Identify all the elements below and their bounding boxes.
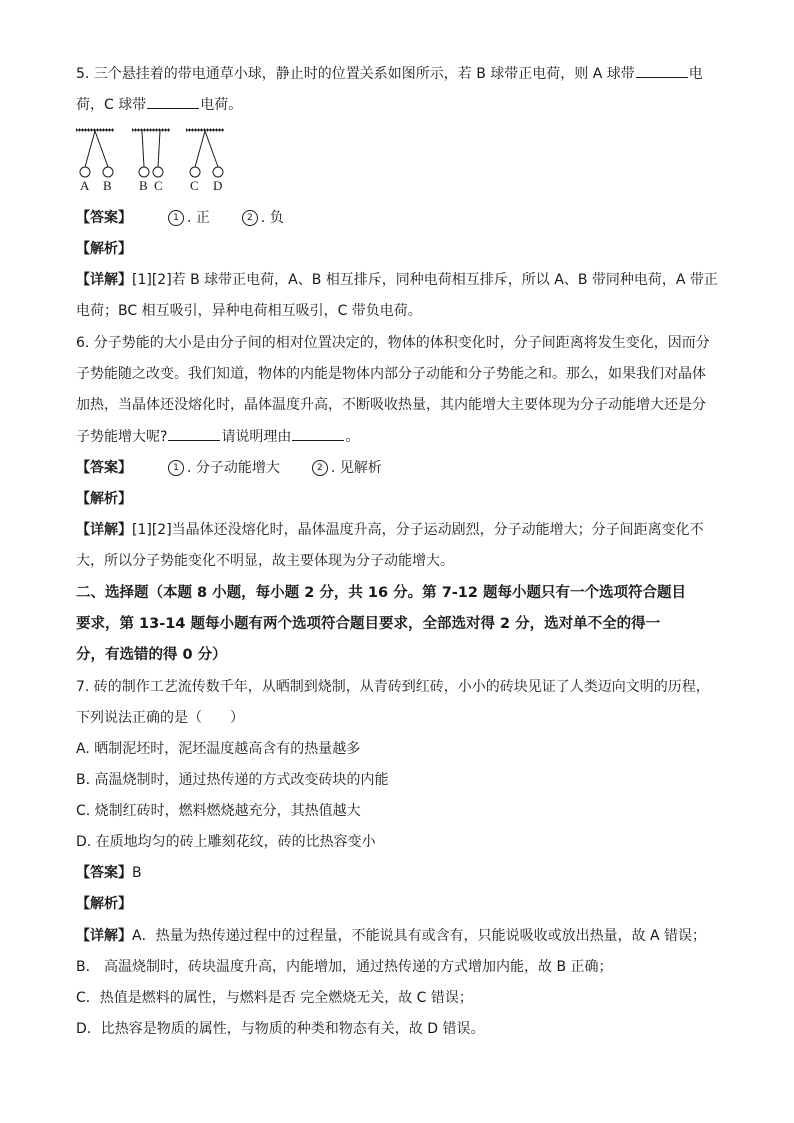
q7-line-2: 下列说法正确的是（ ） bbox=[76, 710, 244, 726]
label-b: B bbox=[103, 178, 112, 193]
label-b2: B bbox=[139, 178, 148, 193]
q5-answer-num-1: 1 bbox=[168, 210, 184, 226]
label-c2: C bbox=[190, 178, 199, 193]
q7-option-a: A. 晒制泥坯时，泥坯温度越高含有的热量越多 bbox=[76, 741, 361, 757]
q5-detail-line-2: 电荷；BC 相互吸引，异种电荷相互吸引，C 带负电荷。 bbox=[76, 303, 422, 319]
q5-detail-label: 【详解】 bbox=[76, 272, 132, 288]
q6-detail-label: 【详解】 bbox=[76, 522, 132, 538]
q5-text-b: 电 bbox=[688, 66, 703, 82]
q6-detail-line-1 bbox=[76, 520, 704, 540]
q5-analysis-label: 【解析】 bbox=[76, 241, 132, 257]
q7-answer-label: 【答案】 bbox=[76, 865, 132, 881]
q7-analysis-label: 【解析】 bbox=[76, 896, 132, 912]
section-2-heading-line-3: 分，有选错的得 0 分） bbox=[76, 647, 227, 663]
q6-line-4a: 子势能增大呢? bbox=[76, 429, 168, 445]
ball-c bbox=[153, 167, 163, 177]
q5-answer-num-2: 2 bbox=[242, 210, 258, 226]
ball-d bbox=[213, 167, 223, 177]
label-a: A bbox=[80, 178, 90, 193]
label-d: D bbox=[213, 178, 223, 193]
q6-answer bbox=[76, 458, 382, 478]
q7-option-d: D. 在质地均匀的砖上雕刻花纹，砖的比热容变小 bbox=[76, 834, 376, 850]
ball-c2 bbox=[190, 167, 200, 177]
q7-option-b: B. 高温烧制时，通过热传递的方式改变砖块的内能 bbox=[76, 772, 389, 788]
q6-line-1: 6. 分子势能的大小是由分子间的相对位置决定的，物体的体积变化时，分子间距离将发生变化，因而分 bbox=[76, 335, 710, 351]
figure-group-ab bbox=[76, 130, 114, 193]
q6-detail-line-2: 大，所以分子势能变化不明显，故主要体现为分子动能增大。 bbox=[76, 553, 454, 569]
q6-line-4 bbox=[76, 426, 359, 447]
q6-detail-1: [1][2]当晶体还没熔化时，晶体温度升高，分子运动剧烈，分子动能增大；分子间距离变化不 bbox=[132, 522, 704, 538]
ball-b bbox=[103, 167, 113, 177]
q5-blank-a bbox=[636, 63, 688, 78]
q5-detail-1: [1][2]若 B 球带正电荷，A、B 相互排斥，同种电荷相互排斥，所以 A、B 带同种电荷，A 带正 bbox=[132, 272, 718, 288]
figure-group-cd bbox=[186, 130, 224, 193]
q5-answer-label: 【答案】 bbox=[76, 210, 132, 226]
q5-figure-hanging-balls bbox=[74, 124, 234, 194]
q7-detail-a-text: A．热量为热传递过程中的过程量，不能说具有或含有，只能说吸收或放出热量，故 A 错误； bbox=[132, 928, 707, 944]
q5-answer-1: . 正 bbox=[187, 210, 210, 226]
ball-a bbox=[80, 167, 90, 177]
q5-text-d: 电荷。 bbox=[200, 97, 243, 113]
q6-answer-2: . 见解析 bbox=[330, 460, 382, 476]
q6-answer-num-2: 2 bbox=[312, 460, 328, 476]
ball-b2 bbox=[139, 167, 149, 177]
q6-line-3: 加热，当晶体还没熔化时，晶体温度升高，不断吸收热量，其内能增大主要体现为分子动能增大还是分 bbox=[76, 397, 706, 413]
q6-analysis-label: 【解析】 bbox=[76, 491, 132, 507]
q5-blank-c bbox=[147, 94, 199, 109]
q7-detail-c: C．热值是燃料的属性，与燃料是否 完全燃烧无关，故 C 错误； bbox=[76, 990, 473, 1006]
q6-line-2: 子势能随之改变。我们知道，物体的内能是物体内部分子动能和分子势能之和。那么，如果我们对晶体 bbox=[76, 366, 706, 382]
q6-answer-1: . 分子动能增大 bbox=[187, 460, 280, 476]
q5-question-line-1 bbox=[76, 63, 703, 84]
q6-answer-label: 【答案】 bbox=[76, 460, 132, 476]
q5-text-a: 5. 三个悬挂着的带电通草小球，静止时的位置关系如图所示，若 B 球带正电荷，则 A 球带 bbox=[76, 66, 635, 82]
q6-answer-num-1: 1 bbox=[168, 460, 184, 476]
q7-answer-value: B bbox=[132, 865, 142, 881]
figure-group-bc bbox=[132, 130, 170, 193]
q7-detail-b: B． 高温烧制时，砖块温度升高，内能增加，通过热传递的方式增加内能，故 B 正确； bbox=[76, 959, 613, 975]
q6-blank-2 bbox=[292, 426, 344, 441]
q7-answer bbox=[76, 863, 142, 883]
q7-detail-label: 【详解】 bbox=[76, 928, 132, 944]
q7-line-1: 7. 砖的制作工艺流传数千年，从晒制到烧制，从青砖到红砖，小小的砖块见证了人类迈向文明的历程， bbox=[76, 679, 710, 695]
section-2-heading-line-1: 二、选择题（本题 8 小题，每小题 2 分，共 16 分。第 7-12 题每小题只有一个选项符合题目 bbox=[76, 585, 687, 601]
q5-detail-line-1 bbox=[76, 270, 718, 290]
q7-option-c: C. 烧制红砖时，燃料燃烧越充分，其热值越大 bbox=[76, 803, 361, 819]
q7-detail-a bbox=[76, 926, 706, 946]
label-c: C bbox=[154, 178, 163, 193]
q5-text-c: 荷，C 球带 bbox=[76, 97, 147, 113]
q7-detail-d: D．比热容是物质的属性，与物质的种类和物态有关，故 D 错误。 bbox=[76, 1021, 485, 1037]
q6-line-4b: 请说明理由 bbox=[221, 429, 292, 445]
q5-answer-2: . 负 bbox=[260, 210, 284, 226]
q6-line-4c: 。 bbox=[345, 429, 360, 445]
q6-blank-1 bbox=[168, 426, 220, 441]
section-2-heading-line-2: 要求，第 13-14 题每小题有两个选项符合题目要求，全部选对得 2 分，选对单不全的得一 bbox=[76, 616, 661, 632]
q5-answer bbox=[76, 208, 284, 228]
q5-question-line-2 bbox=[76, 94, 242, 115]
